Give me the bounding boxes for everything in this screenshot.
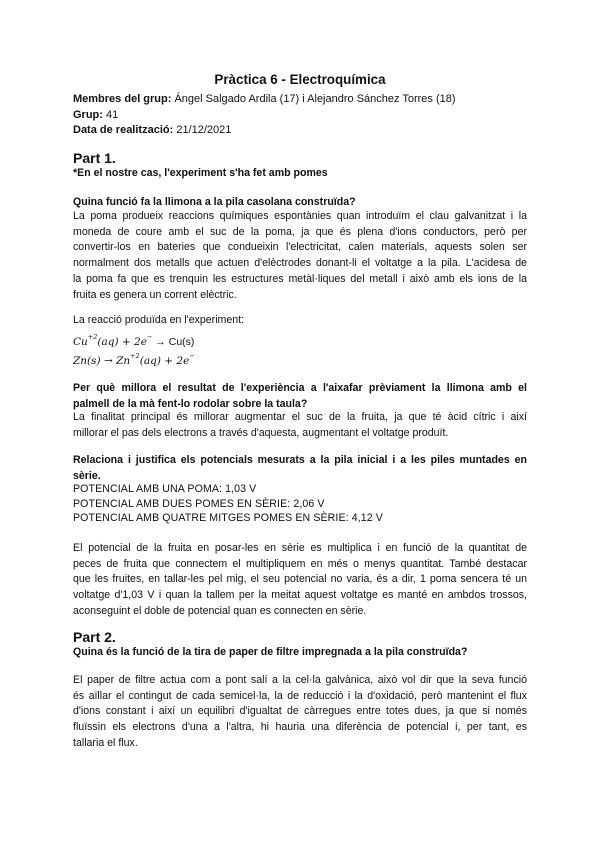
part1-answer-1 (73, 209, 527, 303)
text-line: Relaciona i justifica els potencials mesurats a la pila inicial i a les piles muntades en (73, 454, 527, 466)
eq-term: Zn(s) → Zn (73, 355, 131, 367)
eq-term: Cu(s) (168, 336, 195, 348)
members-label: Membres del grup: (73, 93, 172, 105)
text-line: El paper de filtre actua com a pont salí a la cel·la galvànica, això vol dir que la seva funció (73, 674, 527, 686)
part1-note: *En el nostre cas, l'experiment s'ha fet amb pomes (73, 167, 328, 179)
text-line: d'ions constant i així un equilibri d'igualtat de càrregues entre totes dues, ja que si només (73, 705, 527, 718)
part2-heading: Part 2. (73, 629, 116, 645)
group-line (73, 108, 527, 124)
part2-answer-1 (73, 673, 527, 752)
date-line (73, 123, 527, 139)
text-line: fruita es genera un corrent elèctric. (73, 288, 237, 301)
part1-question-3 (73, 453, 527, 484)
text-line: és aïllar el contingut de cada semicel·la, la de reducció i la d'oxidació, però mantenint el flux (73, 689, 527, 702)
text-line: peces de fruita que connectem el multipliquem en més o menys quantitat. També destacar (73, 557, 527, 570)
date-label: Data de realització: (73, 124, 174, 136)
text-line: La poma produeix reaccions químiques espontànies quan introduïm el clau galvanitzat i la (73, 210, 527, 222)
measurement-item: POTENCIAL AMB QUATRE MITGES POMES EN SÈRIE: 4,12 V (73, 512, 383, 524)
text-line: La finalitat principal és millorar augmentar el suc de la fruita, ja que té àcid cítric i així (73, 411, 527, 423)
document-metadata (73, 92, 527, 139)
eq-term: (aq) + 2e (97, 336, 147, 348)
reaction-intro: La reacció produïda en l'experiment: (73, 314, 245, 326)
text-line: convertir-los en bateries que condueixin l'electricitat, calen materials, aquests solen ser (73, 241, 527, 254)
part1-question-1: Quina funció fa la llimona a la pila casolana construïda? (73, 196, 356, 208)
measurement-item: POTENCIAL AMB DUES POMES EN SÈRIE: 2,06 V (73, 497, 325, 510)
members-value: Ángel Salgado Ardila (17) i Alejandro Sánchez Torres (18) (171, 93, 456, 105)
text-line: tallaria el flux. (73, 736, 138, 749)
text-line: moneda de coure amb el suc de la poma, ja que és plena d'ions conductors, però per (73, 225, 527, 238)
date-value: 21/12/2021 (173, 124, 232, 136)
text-line: la poma fa que es trenquin les estructures metàl·liques del metall i això amb els ions de la (73, 272, 527, 285)
eq-superscript: +2 (130, 352, 140, 360)
part2-question-1: Quina és la funció de la tira de paper de filtre impregnada a la pila construïda? (73, 646, 468, 658)
eq-term: Cu (73, 336, 88, 348)
eq-superscript: − (146, 333, 153, 341)
part1-answer-2 (73, 410, 527, 441)
group-label: Grup: (73, 108, 103, 121)
text-line: El potencial de la fruita en posar-les en sèrie es multiplica i en funció de la quantitat de (73, 542, 527, 554)
text-line: que les fruites, en tallar-les pel mig, el seu potencial no varia, és a dir, 1 poma sencera té un (73, 573, 527, 586)
text-line: millorar el pas dels electrons a través d'aquesta, augmentant el voltatge produït. (73, 426, 449, 439)
text-line: voltatge d'1,03 V i quan la tallem per la meitat aquest voltatge es manté en ambdos trossos, (73, 589, 527, 602)
text-line: Per què millora el resultat de l'experiència a l'aixafar prèviament la llimona amb el (73, 382, 527, 394)
group-value: 41 (102, 108, 119, 121)
part1-answer-3 (73, 541, 527, 620)
eq-superscript: − (189, 352, 195, 360)
part1-heading: Part 1. (73, 150, 116, 166)
eq-term: (aq) + 2e (139, 355, 190, 367)
text-line: sèrie. (73, 469, 101, 482)
measurements-list (73, 482, 527, 526)
text-line: normalment dos metalls que actuen d'elèctrodes donant-li el voltatge a la pila. L'acidesa de (73, 257, 527, 270)
text-line: aconseguint el doble de potencial quan es connecten en sèrie. (73, 604, 367, 617)
part1-question-2 (73, 381, 527, 412)
equation-oxidation (73, 347, 527, 371)
document-title: Pràctica 6 - Electroquímica (214, 72, 386, 87)
members-line (73, 92, 527, 108)
text-line: palmell de la mà fent-lo rodolar sobre la taula? (73, 397, 308, 410)
eq-arrow: → (152, 336, 169, 348)
eq-superscript: +2 (87, 333, 98, 341)
text-line: fluïssin els electrons d'una a l'altra, hi hauria una diferència de potencial i, per tant, es (73, 721, 527, 734)
measurement-item: POTENCIAL AMB UNA POMA: 1,03 V (73, 483, 257, 495)
